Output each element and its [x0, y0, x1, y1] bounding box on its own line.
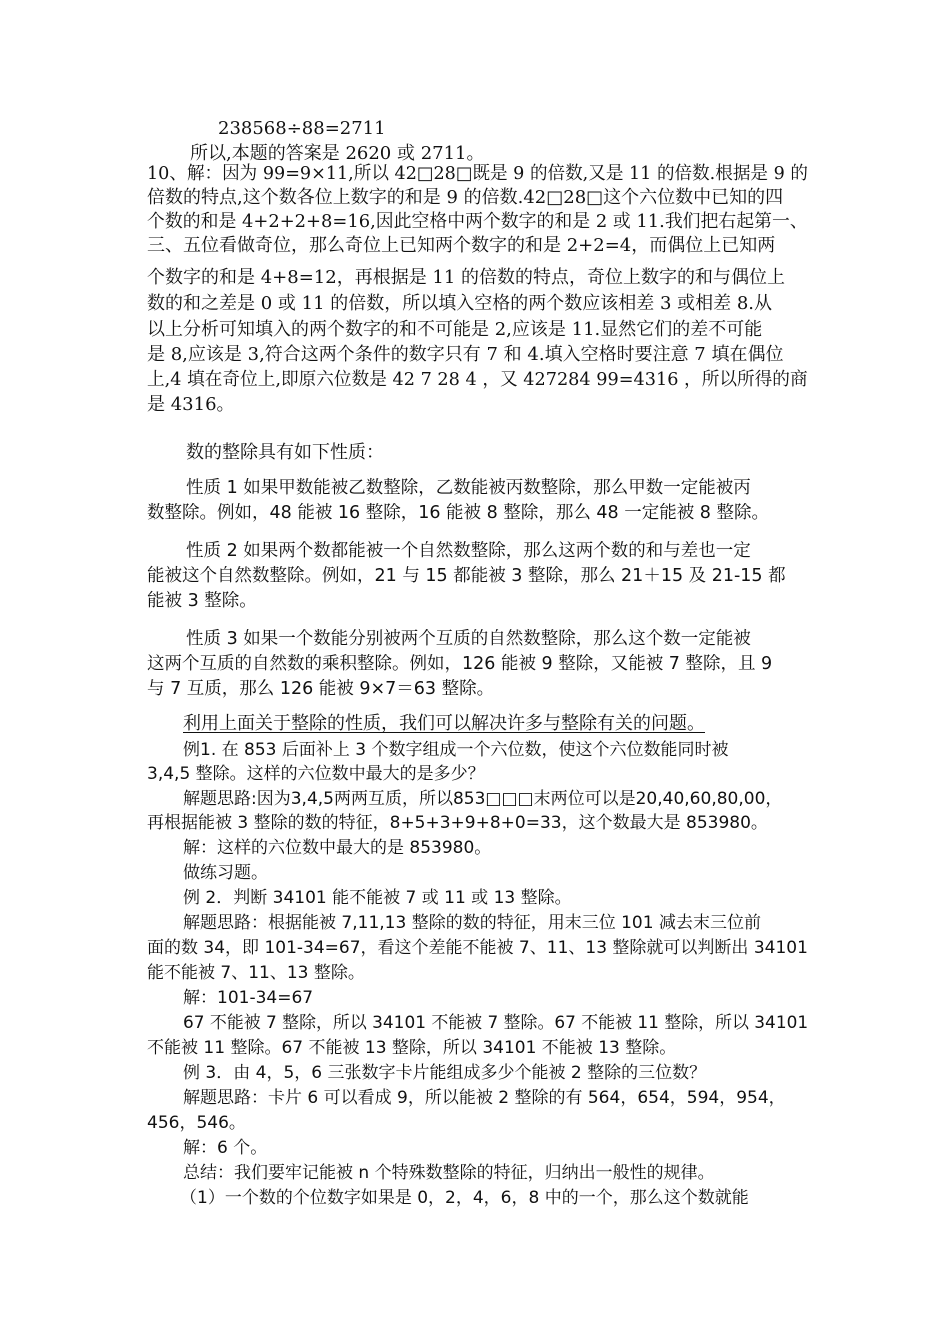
underlined-heading: 利用上面关于整除的性质，我们可以解决许多与整除有关的问题。	[183, 713, 705, 734]
example-line: 做练习题。	[183, 863, 268, 883]
property-2-line: 能被这个自然数整除。例如，21 与 15 都能被 3 整除，那么 21＋15 及 21-15 都	[147, 566, 786, 586]
example-line: 解：6 个。	[183, 1138, 268, 1158]
text-line: 三、五位看做奇位，那么奇位上已知两个数字的和是 2+2=4，而偶位上已知两	[147, 235, 776, 256]
example-line: 总结：我们要牢记能被 n 个特殊数整除的特征，归纳出一般性的规律。	[183, 1163, 715, 1183]
example-line: 3,4,5 整除。这样的六位数中最大的是多少？	[147, 764, 485, 784]
text-line: 个数的和是 4+2+2+8=16,因此空格中两个数字的和是 2 或 11.我们把右起第一、	[147, 211, 808, 232]
example-line: 不能被 11 整除。67 不能被 13 整除，所以 34101 不能被 13 整除。	[147, 1038, 677, 1058]
text-line: 10、解：因为 99=9×11,所以 42□28□既是 9 的倍数,又是 11 的倍数.根据是 9 的	[147, 163, 808, 184]
text-line: 倍数的特点,这个数各位上数字的和是 9 的倍数.42□28□这个六位数中已知的四	[147, 187, 784, 208]
property-1-line: 性质 1 如果甲数能被乙数整除，乙数能被丙数整除，那么甲数一定能被丙	[186, 478, 751, 498]
property-3-line: 与 7 互质，那么 126 能被 9×7＝63 整除。	[147, 679, 495, 699]
example-line: 例 2．判断 34101 能不能被 7 或 11 或 13 整除。	[183, 888, 572, 908]
property-3-line: 性质 3 如果一个数能分别被两个互质的自然数整除，那么这个数一定能被	[186, 629, 751, 649]
property-2-line: 性质 2 如果两个数都能被一个自然数整除，那么这两个数的和与差也一定	[186, 541, 751, 561]
property-3-line: 这两个互质的自然数的乘积整除。例如，126 能被 9 整除，又能被 7 整除，且 9	[147, 654, 773, 674]
properties-intro: 数的整除具有如下性质：	[186, 442, 384, 463]
example-line: 解题思路:因为3,4,5两两互质，所以853□□□末两位可以是20,40,60,80,00，	[183, 789, 783, 809]
property-2-line: 能被 3 整除。	[147, 591, 257, 611]
example-line: （1）一个数的个位数字如果是 0，2，4，6，8 中的一个，那么这个数就能	[180, 1188, 749, 1208]
text-line: 以上分析可知填入的两个数字的和不可能是 2,应该是 11.显然它们的差不可能	[147, 319, 763, 340]
example-line: 解：这样的六位数中最大的是 853980。	[183, 838, 492, 858]
property-1-line: 数整除。例如，48 能被 16 整除，16 能被 8 整除，那么 48 一定能被 8 整除。	[147, 503, 769, 523]
example-line: 解题思路：根据能被 7,11,13 整除的数的特征，用末三位 101 减去末三位前	[183, 913, 761, 933]
text-line: 个数字的和是 4+8=12，再根据是 11 的倍数的特点，奇位上数字的和与偶位上	[147, 267, 786, 288]
example-line: 67 不能被 7 整除，所以 34101 不能被 7 整除。67 不能被 11 整除，所以 34101	[183, 1013, 809, 1033]
text-line: 是 8,应该是 3,符合这两个条件的数字只有 7 和 4.填入空格时要注意 7 填在偶位	[147, 344, 784, 365]
example-line: 例1. 在 853 后面补上 3 个数字组成一个六位数，使这个六位数能同时被	[183, 740, 729, 760]
example-line: 456，546。	[147, 1113, 246, 1133]
example-line: 面的数 34，即 101-34=67，看这个差能不能被 7、11、13 整除就可以判断出 34101	[147, 938, 808, 958]
example-line: 解：101-34=67	[183, 988, 314, 1008]
example-line: 解题思路：卡片 6 可以看成 9，所以能被 2 整除的有 564，654，594，954，	[183, 1088, 786, 1108]
text-line: 所以,本题的答案是 2620 或 2711。	[190, 143, 485, 164]
example-line: 例 3．由 4，5，6 三张数字卡片能组成多少个能被 2 整除的三位数？	[183, 1063, 707, 1083]
example-line: 再根据能被 3 整除的数的特征，8+5+3+9+8+0=33，这个数最大是 853980。	[147, 813, 768, 833]
text-line: 数的和之差是 0 或 11 的倍数，所以填入空格的两个数应该相差 3 或相差 8.从	[147, 293, 773, 314]
text-line: 是 4316。	[147, 394, 235, 415]
text-line: 238568÷88=2711	[218, 118, 386, 139]
example-line: 能不能被 7、11、13 整除。	[147, 963, 365, 983]
text-line: 上,4 填在奇位上,即原六位数是 42 7 28 4 ，又 427284 99=4316 ，所以所得的商	[147, 369, 808, 390]
